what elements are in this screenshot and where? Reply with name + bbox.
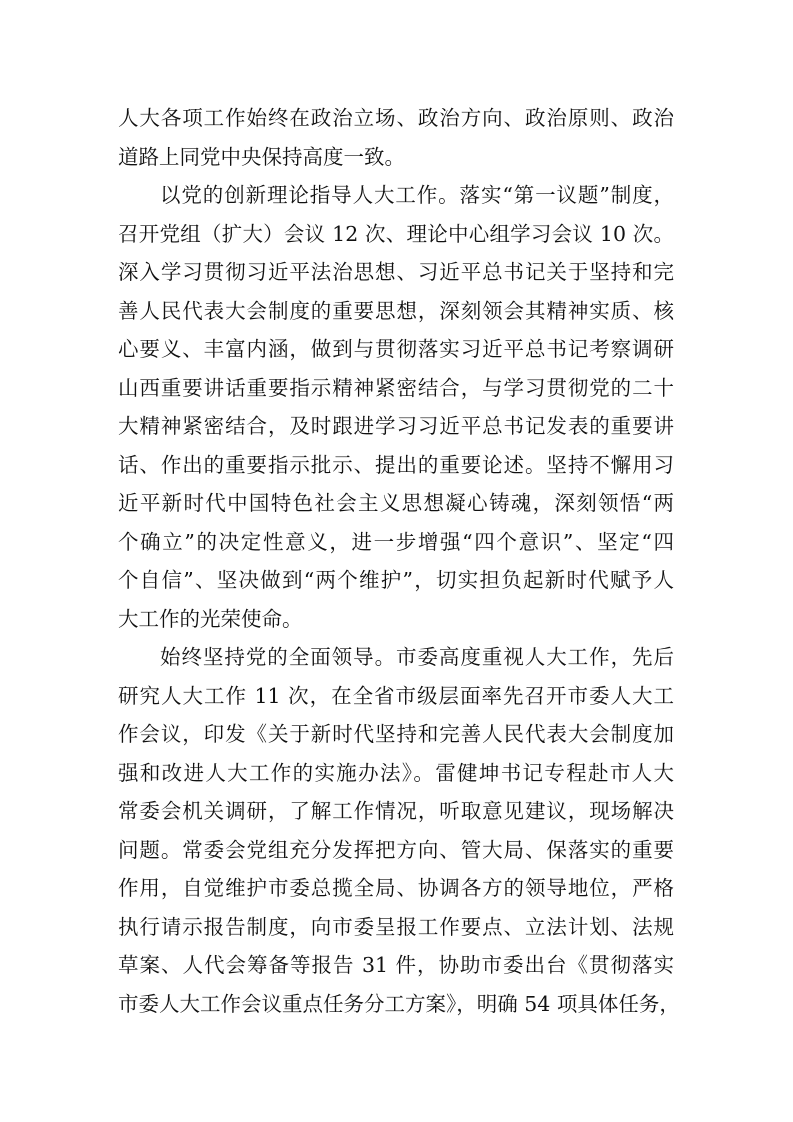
text-line: 大工作的光荣使命。 — [118, 606, 303, 631]
text-line: 强和改进人大工作的实施办法》。雷健坤书记专程赴市人大 — [118, 760, 674, 785]
text-line: 话、作出的重要指示批示、提出的重要论述。坚持不懈用习 — [118, 452, 674, 477]
text-line: 以党的创新理论指导人大工作。落实“第一议题”制度， — [160, 183, 674, 207]
text-line: 研究人大工作 11 次，在全省市级层面率先召开市委人大工 — [118, 683, 674, 708]
paragraph — [118, 99, 674, 176]
text-line: 深入学习贯彻习近平法治思想、习近平总书记关于坚持和完 — [118, 260, 674, 284]
text-line: 个自信”、坚决做到“两个维护”，切实担负起新时代赋予人 — [118, 568, 674, 592]
paragraph — [118, 638, 680, 1023]
text-line: 道路上同党中央保持高度一致。 — [118, 144, 405, 169]
document-body — [118, 99, 680, 1023]
text-line: 大精神紧密结合，及时跟进学习习近平总书记发表的重要讲 — [118, 414, 674, 438]
text-line: 作会议，印发《关于新时代坚持和完善人民代表大会制度加 — [118, 722, 674, 746]
text-line: 作用，自觉维护市委总揽全局、协调各方的领导地位，严格 — [118, 876, 674, 900]
text-line: 个确立”的决定性意义，进一步增强“四个意识”、坚定“四 — [118, 529, 674, 554]
text-line: 草案、人代会筹备等报告 31 件，协助市委出台《贯彻落实 — [118, 953, 674, 977]
text-line: 常委会机关调研，了解工作情况，听取意见建议，现场解决 — [118, 799, 674, 823]
text-line: 善人民代表大会制度的重要思想，深刻领会其精神实质、核 — [118, 298, 674, 323]
text-line: 问题。常委会党组充分发挥把方向、管大局、保落实的重要 — [118, 837, 674, 862]
text-line: 召开党组（扩大）会议 12 次、理论中心组学习会议 10 次。 — [118, 221, 674, 246]
text-line: 近平新时代中国特色社会主义思想凝心铸魂，深刻领悟“两 — [118, 491, 674, 515]
text-line: 市委人大工作会议重点任务分工方案》，明确 54 项具体任务， — [118, 991, 680, 1016]
text-line: 执行请示报告制度，向市委呈报工作要点、立法计划、法规 — [118, 914, 674, 939]
paragraph — [118, 176, 674, 638]
text-line: 心要义、丰富内涵，做到与贯彻落实习近平总书记考察调研 — [118, 337, 674, 361]
text-line: 人大各项工作始终在政治立场、政治方向、政治原则、政治 — [118, 106, 674, 130]
text-line: 始终坚持党的全面领导。市委高度重视人大工作，先后 — [160, 645, 674, 669]
text-line: 山西重要讲话重要指示精神紧密结合，与学习贯彻党的二十 — [118, 375, 674, 400]
